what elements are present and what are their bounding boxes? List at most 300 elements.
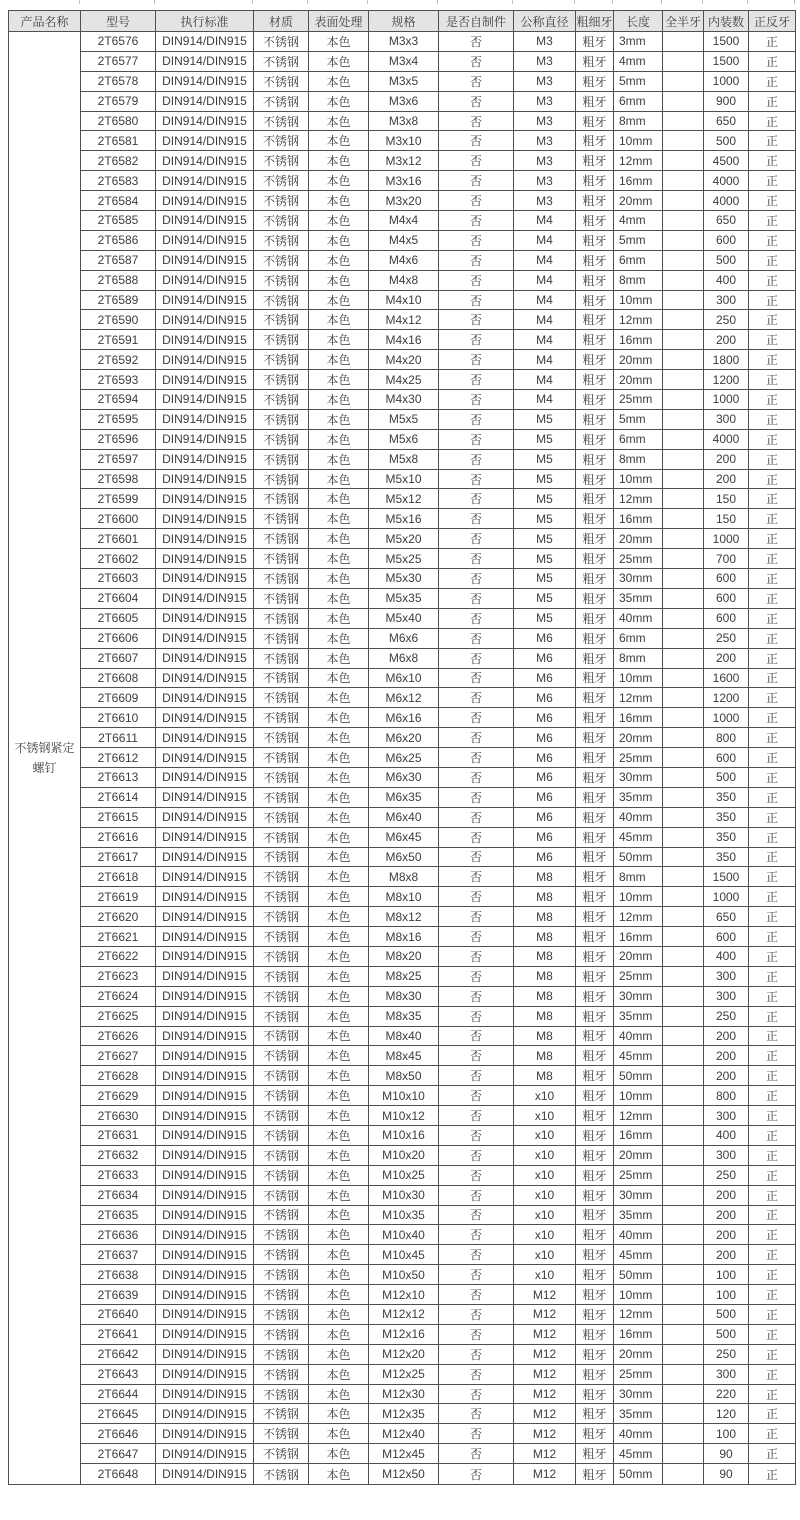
cell-surface[interactable]: 本色 [309,1006,369,1026]
product-name-cell[interactable]: 不锈钢紧定螺钉 [9,32,81,1485]
cell-selfmade[interactable]: 否 [439,1324,514,1344]
cell-direction[interactable]: 正 [749,1145,796,1165]
cell-model[interactable]: 2T6640 [81,1305,156,1325]
cell-surface[interactable]: 本色 [309,907,369,927]
cell-thread[interactable]: 粗牙 [576,151,614,171]
cell-selfmade[interactable]: 否 [439,1305,514,1325]
cell-standard[interactable]: DIN914/DIN915 [156,509,254,529]
cell-fullhalf[interactable] [663,887,704,907]
cell-fullhalf[interactable] [663,668,704,688]
cell-surface[interactable]: 本色 [309,330,369,350]
cell-fullhalf[interactable] [663,1145,704,1165]
cell-material[interactable]: 不锈钢 [254,111,309,131]
cell-standard[interactable]: DIN914/DIN915 [156,588,254,608]
cell-material[interactable]: 不锈钢 [254,1145,309,1165]
cell-spec[interactable]: M6x35 [369,787,439,807]
cell-spec[interactable]: M6x6 [369,628,439,648]
cell-standard[interactable]: DIN914/DIN915 [156,1006,254,1026]
cell-standard[interactable]: DIN914/DIN915 [156,748,254,768]
cell-direction[interactable]: 正 [749,91,796,111]
cell-spec[interactable]: M3x12 [369,151,439,171]
cell-fullhalf[interactable] [663,1125,704,1145]
cell-fullhalf[interactable] [663,111,704,131]
cell-surface[interactable]: 本色 [309,1305,369,1325]
cell-spec[interactable]: M5x12 [369,489,439,509]
cell-spec[interactable]: M10x12 [369,1106,439,1126]
cell-fullhalf[interactable] [663,1444,704,1464]
cell-material[interactable]: 不锈钢 [254,1404,309,1424]
cell-model[interactable]: 2T6629 [81,1086,156,1106]
cell-direction[interactable]: 正 [749,330,796,350]
cell-standard[interactable]: DIN914/DIN915 [156,648,254,668]
cell-diameter[interactable]: x10 [514,1205,576,1225]
cell-standard[interactable]: DIN914/DIN915 [156,569,254,589]
cell-material[interactable]: 不锈钢 [254,748,309,768]
cell-qty[interactable]: 150 [704,489,749,509]
cell-model[interactable]: 2T6613 [81,767,156,787]
cell-diameter[interactable]: x10 [514,1265,576,1285]
cell-selfmade[interactable]: 否 [439,390,514,410]
cell-standard[interactable]: DIN914/DIN915 [156,1225,254,1245]
cell-qty[interactable]: 300 [704,986,749,1006]
cell-material[interactable]: 不锈钢 [254,191,309,211]
cell-direction[interactable]: 正 [749,867,796,887]
cell-fullhalf[interactable] [663,1464,704,1485]
cell-fullhalf[interactable] [663,807,704,827]
cell-surface[interactable]: 本色 [309,151,369,171]
cell-model[interactable]: 2T6596 [81,429,156,449]
cell-qty[interactable]: 650 [704,907,749,927]
cell-thread[interactable]: 粗牙 [576,1006,614,1026]
cell-spec[interactable]: M6x50 [369,847,439,867]
cell-surface[interactable]: 本色 [309,648,369,668]
cell-selfmade[interactable]: 否 [439,51,514,71]
cell-spec[interactable]: M3x3 [369,32,439,52]
cell-qty[interactable]: 500 [704,1324,749,1344]
cell-qty[interactable]: 200 [704,1225,749,1245]
cell-length[interactable]: 40mm [614,1026,663,1046]
cell-selfmade[interactable]: 否 [439,1125,514,1145]
cell-standard[interactable]: DIN914/DIN915 [156,1265,254,1285]
cell-thread[interactable]: 粗牙 [576,1424,614,1444]
cell-direction[interactable]: 正 [749,1205,796,1225]
cell-standard[interactable]: DIN914/DIN915 [156,887,254,907]
cell-surface[interactable]: 本色 [309,32,369,52]
cell-material[interactable]: 不锈钢 [254,71,309,91]
cell-surface[interactable]: 本色 [309,986,369,1006]
cell-qty[interactable]: 500 [704,131,749,151]
cell-length[interactable]: 16mm [614,330,663,350]
cell-surface[interactable]: 本色 [309,1404,369,1424]
cell-model[interactable]: 2T6647 [81,1444,156,1464]
cell-direction[interactable]: 正 [749,1185,796,1205]
cell-material[interactable]: 不锈钢 [254,986,309,1006]
column-header-material[interactable]: 材质 [254,11,309,32]
cell-length[interactable]: 50mm [614,847,663,867]
cell-length[interactable]: 5mm [614,230,663,250]
cell-model[interactable]: 2T6638 [81,1265,156,1285]
cell-qty[interactable]: 220 [704,1384,749,1404]
cell-standard[interactable]: DIN914/DIN915 [156,668,254,688]
cell-fullhalf[interactable] [663,429,704,449]
cell-standard[interactable]: DIN914/DIN915 [156,449,254,469]
cell-material[interactable]: 不锈钢 [254,1245,309,1265]
cell-thread[interactable]: 粗牙 [576,230,614,250]
cell-spec[interactable]: M12x25 [369,1364,439,1384]
cell-length[interactable]: 30mm [614,569,663,589]
cell-diameter[interactable]: M5 [514,608,576,628]
cell-qty[interactable]: 4000 [704,429,749,449]
cell-selfmade[interactable]: 否 [439,529,514,549]
cell-thread[interactable]: 粗牙 [576,1086,614,1106]
cell-direction[interactable]: 正 [749,171,796,191]
cell-spec[interactable]: M3x4 [369,51,439,71]
cell-material[interactable]: 不锈钢 [254,688,309,708]
cell-length[interactable]: 20mm [614,1145,663,1165]
cell-model[interactable]: 2T6616 [81,827,156,847]
cell-selfmade[interactable]: 否 [439,230,514,250]
cell-standard[interactable]: DIN914/DIN915 [156,708,254,728]
cell-selfmade[interactable]: 否 [439,807,514,827]
cell-fullhalf[interactable] [663,907,704,927]
cell-diameter[interactable]: M8 [514,1046,576,1066]
cell-material[interactable]: 不锈钢 [254,549,309,569]
cell-selfmade[interactable]: 否 [439,588,514,608]
cell-thread[interactable]: 粗牙 [576,1344,614,1364]
cell-length[interactable]: 25mm [614,966,663,986]
cell-selfmade[interactable]: 否 [439,728,514,748]
cell-spec[interactable]: M10x20 [369,1145,439,1165]
cell-length[interactable]: 6mm [614,628,663,648]
cell-qty[interactable]: 200 [704,648,749,668]
cell-selfmade[interactable]: 否 [439,767,514,787]
cell-spec[interactable]: M8x10 [369,887,439,907]
cell-direction[interactable]: 正 [749,1285,796,1305]
cell-length[interactable]: 40mm [614,608,663,628]
cell-thread[interactable]: 粗牙 [576,91,614,111]
cell-surface[interactable]: 本色 [309,1364,369,1384]
cell-thread[interactable]: 粗牙 [576,767,614,787]
cell-fullhalf[interactable] [663,1285,704,1305]
cell-standard[interactable]: DIN914/DIN915 [156,1245,254,1265]
cell-direction[interactable]: 正 [749,290,796,310]
cell-length[interactable]: 10mm [614,1285,663,1305]
cell-model[interactable]: 2T6609 [81,688,156,708]
cell-model[interactable]: 2T6628 [81,1066,156,1086]
cell-length[interactable]: 12mm [614,1106,663,1126]
cell-direction[interactable]: 正 [749,191,796,211]
cell-direction[interactable]: 正 [749,569,796,589]
cell-thread[interactable]: 粗牙 [576,708,614,728]
cell-spec[interactable]: M4x4 [369,211,439,231]
cell-length[interactable]: 20mm [614,1344,663,1364]
cell-selfmade[interactable]: 否 [439,151,514,171]
cell-thread[interactable]: 粗牙 [576,1245,614,1265]
cell-model[interactable]: 2T6579 [81,91,156,111]
cell-surface[interactable]: 本色 [309,608,369,628]
cell-model[interactable]: 2T6602 [81,549,156,569]
cell-model[interactable]: 2T6614 [81,787,156,807]
cell-diameter[interactable]: M8 [514,927,576,947]
cell-spec[interactable]: M12x45 [369,1444,439,1464]
cell-surface[interactable]: 本色 [309,867,369,887]
cell-selfmade[interactable]: 否 [439,1205,514,1225]
cell-thread[interactable]: 粗牙 [576,907,614,927]
cell-thread[interactable]: 粗牙 [576,350,614,370]
cell-model[interactable]: 2T6581 [81,131,156,151]
cell-length[interactable]: 8mm [614,648,663,668]
cell-qty[interactable]: 900 [704,91,749,111]
cell-fullhalf[interactable] [663,211,704,231]
cell-selfmade[interactable]: 否 [439,1225,514,1245]
cell-surface[interactable]: 本色 [309,588,369,608]
cell-diameter[interactable]: M6 [514,827,576,847]
cell-direction[interactable]: 正 [749,588,796,608]
cell-fullhalf[interactable] [663,310,704,330]
cell-model[interactable]: 2T6606 [81,628,156,648]
cell-thread[interactable]: 粗牙 [576,569,614,589]
cell-model[interactable]: 2T6580 [81,111,156,131]
cell-thread[interactable]: 粗牙 [576,211,614,231]
cell-selfmade[interactable]: 否 [439,668,514,688]
cell-model[interactable]: 2T6578 [81,71,156,91]
cell-surface[interactable]: 本色 [309,1424,369,1444]
cell-length[interactable]: 12mm [614,310,663,330]
cell-thread[interactable]: 粗牙 [576,290,614,310]
cell-fullhalf[interactable] [663,449,704,469]
cell-surface[interactable]: 本色 [309,1285,369,1305]
cell-diameter[interactable]: M6 [514,628,576,648]
cell-spec[interactable]: M8x25 [369,966,439,986]
cell-material[interactable]: 不锈钢 [254,847,309,867]
cell-model[interactable]: 2T6586 [81,230,156,250]
cell-thread[interactable]: 粗牙 [576,1225,614,1245]
cell-diameter[interactable]: M8 [514,1066,576,1086]
cell-thread[interactable]: 粗牙 [576,728,614,748]
cell-model[interactable]: 2T6603 [81,569,156,589]
cell-surface[interactable]: 本色 [309,1165,369,1185]
cell-surface[interactable]: 本色 [309,1066,369,1086]
cell-spec[interactable]: M12x35 [369,1404,439,1424]
cell-thread[interactable]: 粗牙 [576,946,614,966]
cell-direction[interactable]: 正 [749,370,796,390]
cell-direction[interactable]: 正 [749,688,796,708]
cell-standard[interactable]: DIN914/DIN915 [156,1046,254,1066]
cell-standard[interactable]: DIN914/DIN915 [156,310,254,330]
cell-diameter[interactable]: M12 [514,1384,576,1404]
cell-direction[interactable]: 正 [749,250,796,270]
cell-model[interactable]: 2T6594 [81,390,156,410]
cell-surface[interactable]: 本色 [309,51,369,71]
cell-fullhalf[interactable] [663,1205,704,1225]
cell-direction[interactable]: 正 [749,1305,796,1325]
cell-surface[interactable]: 本色 [309,668,369,688]
cell-surface[interactable]: 本色 [309,270,369,290]
cell-thread[interactable]: 粗牙 [576,1444,614,1464]
cell-surface[interactable]: 本色 [309,1106,369,1126]
cell-length[interactable]: 25mm [614,1364,663,1384]
cell-selfmade[interactable]: 否 [439,1364,514,1384]
cell-surface[interactable]: 本色 [309,111,369,131]
cell-material[interactable]: 不锈钢 [254,648,309,668]
cell-surface[interactable]: 本色 [309,390,369,410]
cell-fullhalf[interactable] [663,1086,704,1106]
cell-qty[interactable]: 100 [704,1424,749,1444]
cell-model[interactable]: 2T6576 [81,32,156,52]
cell-standard[interactable]: DIN914/DIN915 [156,1364,254,1384]
cell-qty[interactable]: 250 [704,1006,749,1026]
cell-direction[interactable]: 正 [749,489,796,509]
cell-spec[interactable]: M8x30 [369,986,439,1006]
cell-spec[interactable]: M6x40 [369,807,439,827]
cell-spec[interactable]: M12x12 [369,1305,439,1325]
cell-selfmade[interactable]: 否 [439,628,514,648]
cell-standard[interactable]: DIN914/DIN915 [156,1384,254,1404]
cell-standard[interactable]: DIN914/DIN915 [156,230,254,250]
cell-fullhalf[interactable] [663,1424,704,1444]
cell-material[interactable]: 不锈钢 [254,1265,309,1285]
cell-direction[interactable]: 正 [749,509,796,529]
cell-material[interactable]: 不锈钢 [254,807,309,827]
cell-direction[interactable]: 正 [749,111,796,131]
cell-thread[interactable]: 粗牙 [576,1404,614,1424]
cell-direction[interactable]: 正 [749,728,796,748]
cell-direction[interactable]: 正 [749,529,796,549]
cell-model[interactable]: 2T6641 [81,1324,156,1344]
cell-model[interactable]: 2T6644 [81,1384,156,1404]
cell-direction[interactable]: 正 [749,549,796,569]
cell-diameter[interactable]: M6 [514,807,576,827]
cell-spec[interactable]: M10x40 [369,1225,439,1245]
cell-material[interactable]: 不锈钢 [254,708,309,728]
column-header-qty[interactable]: 内装数 [704,11,749,32]
cell-selfmade[interactable]: 否 [439,1444,514,1464]
cell-standard[interactable]: DIN914/DIN915 [156,409,254,429]
cell-standard[interactable]: DIN914/DIN915 [156,628,254,648]
cell-fullhalf[interactable] [663,151,704,171]
cell-material[interactable]: 不锈钢 [254,728,309,748]
cell-material[interactable]: 不锈钢 [254,1285,309,1305]
cell-qty[interactable]: 200 [704,1026,749,1046]
cell-diameter[interactable]: M6 [514,668,576,688]
cell-length[interactable]: 45mm [614,827,663,847]
cell-standard[interactable]: DIN914/DIN915 [156,1026,254,1046]
cell-material[interactable]: 不锈钢 [254,171,309,191]
cell-length[interactable]: 8mm [614,270,663,290]
cell-qty[interactable]: 500 [704,250,749,270]
cell-qty[interactable]: 1000 [704,390,749,410]
cell-spec[interactable]: M12x30 [369,1384,439,1404]
cell-model[interactable]: 2T6577 [81,51,156,71]
cell-material[interactable]: 不锈钢 [254,370,309,390]
cell-diameter[interactable]: M6 [514,767,576,787]
cell-fullhalf[interactable] [663,230,704,250]
cell-thread[interactable]: 粗牙 [576,1125,614,1145]
cell-direction[interactable]: 正 [749,1384,796,1404]
cell-thread[interactable]: 粗牙 [576,390,614,410]
cell-selfmade[interactable]: 否 [439,569,514,589]
cell-standard[interactable]: DIN914/DIN915 [156,1404,254,1424]
cell-standard[interactable]: DIN914/DIN915 [156,1106,254,1126]
cell-thread[interactable]: 粗牙 [576,827,614,847]
cell-material[interactable]: 不锈钢 [254,907,309,927]
cell-direction[interactable]: 正 [749,1464,796,1485]
cell-thread[interactable]: 粗牙 [576,668,614,688]
cell-spec[interactable]: M4x10 [369,290,439,310]
cell-thread[interactable]: 粗牙 [576,529,614,549]
cell-qty[interactable]: 350 [704,807,749,827]
cell-length[interactable]: 5mm [614,71,663,91]
cell-material[interactable]: 不锈钢 [254,51,309,71]
cell-thread[interactable]: 粗牙 [576,429,614,449]
cell-diameter[interactable]: M4 [514,350,576,370]
cell-standard[interactable]: DIN914/DIN915 [156,986,254,1006]
cell-surface[interactable]: 本色 [309,429,369,449]
cell-model[interactable]: 2T6635 [81,1205,156,1225]
cell-surface[interactable]: 本色 [309,1145,369,1165]
cell-thread[interactable]: 粗牙 [576,1305,614,1325]
cell-fullhalf[interactable] [663,787,704,807]
cell-spec[interactable]: M3x20 [369,191,439,211]
cell-fullhalf[interactable] [663,1225,704,1245]
cell-material[interactable]: 不锈钢 [254,1444,309,1464]
cell-fullhalf[interactable] [663,71,704,91]
cell-selfmade[interactable]: 否 [439,1285,514,1305]
cell-diameter[interactable]: M6 [514,748,576,768]
cell-fullhalf[interactable] [663,728,704,748]
cell-diameter[interactable]: M5 [514,529,576,549]
cell-standard[interactable]: DIN914/DIN915 [156,390,254,410]
cell-model[interactable]: 2T6592 [81,350,156,370]
cell-surface[interactable]: 本色 [309,1225,369,1245]
cell-thread[interactable]: 粗牙 [576,1384,614,1404]
cell-spec[interactable]: M3x10 [369,131,439,151]
cell-selfmade[interactable]: 否 [439,927,514,947]
cell-diameter[interactable]: x10 [514,1165,576,1185]
cell-surface[interactable]: 本色 [309,469,369,489]
cell-diameter[interactable]: M6 [514,847,576,867]
cell-direction[interactable]: 正 [749,787,796,807]
cell-direction[interactable]: 正 [749,927,796,947]
cell-surface[interactable]: 本色 [309,887,369,907]
cell-direction[interactable]: 正 [749,708,796,728]
cell-standard[interactable]: DIN914/DIN915 [156,529,254,549]
cell-material[interactable]: 不锈钢 [254,270,309,290]
cell-surface[interactable]: 本色 [309,509,369,529]
cell-fullhalf[interactable] [663,32,704,52]
cell-direction[interactable]: 正 [749,767,796,787]
column-header-product[interactable]: 产品名称 [9,11,81,32]
cell-standard[interactable]: DIN914/DIN915 [156,1185,254,1205]
cell-model[interactable]: 2T6593 [81,370,156,390]
cell-model[interactable]: 2T6622 [81,946,156,966]
cell-fullhalf[interactable] [663,191,704,211]
cell-spec[interactable]: M8x45 [369,1046,439,1066]
cell-thread[interactable]: 粗牙 [576,250,614,270]
cell-fullhalf[interactable] [663,270,704,290]
cell-direction[interactable]: 正 [749,966,796,986]
cell-model[interactable]: 2T6610 [81,708,156,728]
cell-spec[interactable]: M6x10 [369,668,439,688]
column-header-model[interactable]: 型号 [81,11,156,32]
cell-spec[interactable]: M6x20 [369,728,439,748]
cell-diameter[interactable]: M6 [514,708,576,728]
cell-fullhalf[interactable] [663,1106,704,1126]
cell-qty[interactable]: 350 [704,847,749,867]
cell-standard[interactable]: DIN914/DIN915 [156,1444,254,1464]
cell-thread[interactable]: 粗牙 [576,1185,614,1205]
cell-thread[interactable]: 粗牙 [576,191,614,211]
